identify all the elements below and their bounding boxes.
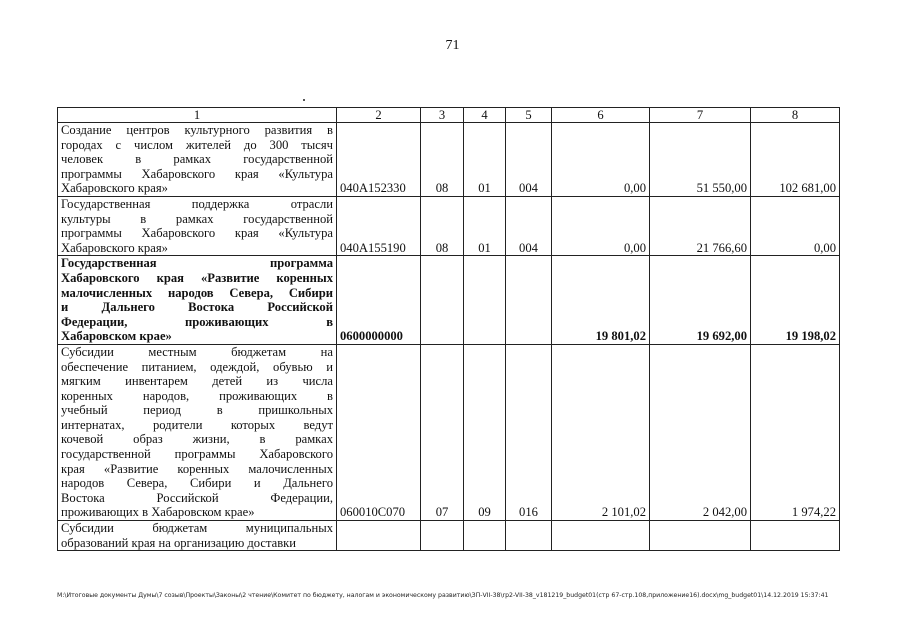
row-section: 08 [421,123,464,197]
row-value-2021: 1 974,22 [751,344,840,520]
row-name-line: Хабаровского края «Развитие коренных [61,270,333,285]
row-section [421,256,464,345]
row-name-line: Субсидии бюджетам муниципальных [61,521,333,536]
row-name-line: Востока Российской Федерации, [61,490,333,505]
row-name [58,256,337,345]
row-ministry-code: 004 [506,196,552,255]
row-ministry-code [506,256,552,345]
table-body [58,123,840,551]
row-name-line: Создание центров культурного развития в [61,123,333,137]
row-name-line: Субсидии местным бюджетам на [61,344,333,359]
column-header-4: 4 [464,108,506,123]
row-name-line: малочисленных народов Севера, Сибири [61,285,333,300]
row-name-line: программы Хабаровского края «Культура [61,226,333,241]
page-number: 71 [445,38,460,53]
row-name-line: образований края на организацию доставки [61,535,297,550]
row-value-2021: 0,00 [751,196,840,255]
row-name-line: мягким инвентарем детей из числа [61,374,333,389]
column-header-1: 1 [58,108,337,123]
row-name-line: края «Развитие коренных малочисленных [61,461,333,476]
row-name-line: Хабаровском крае» [61,329,172,344]
row-name-line: кочевой образ жизни, в рамках [61,432,333,447]
scan-speck [303,99,305,101]
row-value-2020: 51 550,00 [650,123,751,197]
row-ministry-code: 004 [506,123,552,197]
row-ministry-code [506,521,552,551]
row-name-line: проживающих в Хабаровском крае» [61,505,255,520]
row-code: 040А152330 [337,123,421,197]
row-name-line: народов Севера, Сибири и Дальнего [61,476,333,491]
row-subsection: 01 [464,196,506,255]
row-name-line: коренных народов, проживающих в [61,388,333,403]
table-row [58,256,840,345]
row-name-line: государственной программы Хабаровского [61,447,333,462]
column-header-3: 3 [421,108,464,123]
row-code: 0600000000 [337,256,421,345]
row-name [58,123,337,197]
row-name-line: Государственная программа [61,256,333,271]
row-value-2021: 102 681,00 [751,123,840,197]
row-name [58,521,337,551]
row-section [421,521,464,551]
row-value-2020: 21 766,60 [650,196,751,255]
row-name-line: культуры в рамках государственной [61,211,333,226]
row-name-line: человек в рамках государственной [61,152,333,167]
row-name-line: Федерации, проживающих в [61,314,333,329]
row-value-2019: 19 801,02 [552,256,650,345]
row-value-2020: 19 692,00 [650,256,751,345]
column-header-6: 6 [552,108,650,123]
row-name-line: программы Хабаровского края «Культура [61,166,333,181]
column-header-8: 8 [751,108,840,123]
row-name-line: Хабаровского края» [61,181,168,196]
row-name-line: учебный период в пришкольных [61,403,333,418]
row-value-2019: 0,00 [552,123,650,197]
table-row [58,344,840,520]
row-name-line: обеспечение питанием, одеждой, обувью и [61,359,333,374]
row-value-2021: 19 198,02 [751,256,840,345]
row-subsection: 09 [464,344,506,520]
row-name-line: Хабаровского края» [61,240,168,255]
row-name-line: интернатах, родители которых ведут [61,417,333,432]
column-header-7: 7 [650,108,751,123]
table-row [58,521,840,551]
file-path-footer: M:\Итоговые документы Думы\7 созыв\Проекты\Законы\2 чтение\Комитет по бюджету, налогам и экономическому развитию\ЗП-VII-38\rp2-VII-38_v181219_budget01(стр 67-стр.108,приложение16).docx\mg_budget01\14.12.2019 15:37:41 [57,592,829,599]
column-header-5: 5 [506,108,552,123]
row-name [58,196,337,255]
table-row [58,196,840,255]
row-subsection [464,256,506,345]
table-row [58,123,840,197]
row-value-2019: 2 101,02 [552,344,650,520]
column-header-2: 2 [337,108,421,123]
row-value-2019 [552,521,650,551]
row-section: 07 [421,344,464,520]
row-code [337,521,421,551]
row-value-2019: 0,00 [552,196,650,255]
row-value-2020: 2 042,00 [650,344,751,520]
row-code: 040А155190 [337,196,421,255]
row-ministry-code: 016 [506,344,552,520]
row-name [58,344,337,520]
row-name-line: и Дальнего Востока Российской [61,300,333,315]
row-subsection: 01 [464,123,506,197]
row-section: 08 [421,196,464,255]
row-name-line: Государственная поддержка отрасли [61,196,333,211]
header-row [58,108,840,123]
row-code: 060010С070 [337,344,421,520]
row-name-line: городах с числом жителей до 300 тысяч [61,137,333,152]
row-value-2021 [751,521,840,551]
row-value-2020 [650,521,751,551]
row-subsection [464,521,506,551]
budget-table [57,107,840,551]
